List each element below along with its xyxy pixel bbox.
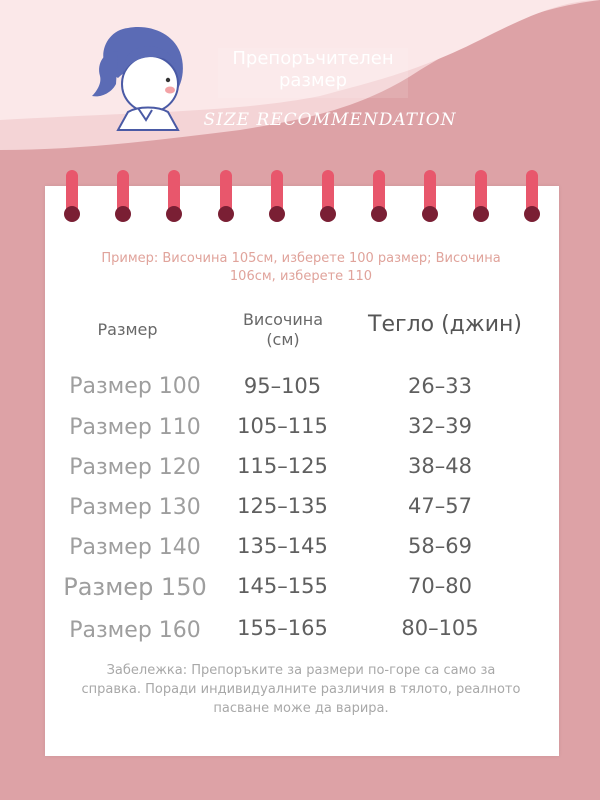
spiral-ring-icon — [371, 170, 387, 228]
table-row-size: Размер 150 — [63, 573, 207, 601]
table-row-size: Размер 160 — [69, 618, 201, 643]
table-row-weight: 38–48 — [408, 454, 472, 478]
header-size: Размер — [97, 320, 158, 339]
girl-illustration-icon — [88, 22, 198, 134]
spiral-ring-icon — [320, 170, 336, 228]
header-weight: Тегло (джин) — [368, 312, 522, 337]
table-row-height: 125–135 — [237, 494, 328, 518]
example-text: Пример: Височина 105см, изберете 100 размер; Височина 106см, изберете 110 — [101, 251, 501, 284]
spiral-ring-icon — [422, 170, 438, 228]
table-row-weight: 58–69 — [408, 534, 472, 558]
table-row-size: Размер 130 — [69, 495, 201, 520]
table-row-height: 135–145 — [237, 534, 328, 558]
table-row-weight: 70–80 — [408, 574, 472, 598]
table-row-height: 95–105 — [243, 374, 322, 398]
table-row-size: Размер 110 — [69, 415, 201, 440]
table-row-size: Размер 140 — [69, 535, 201, 560]
table-row-weight: 26–33 — [408, 374, 472, 398]
spiral-ring-icon — [269, 170, 285, 228]
spiral-ring-icon — [166, 170, 182, 228]
table-row-size: Размер 100 — [69, 374, 201, 399]
page-title: Препоръчителен размер — [218, 48, 408, 98]
disclaimer-note: Забележка: Препоръките за размери по-горе са само за справка. Поради индивидуалните различия в тялото, реалното пасване може да варира. — [81, 663, 521, 716]
table-row-height: 115–125 — [237, 454, 328, 478]
page-subtitle: SIZE RECOMMENDATION — [203, 110, 457, 130]
table-row-height: 155–165 — [237, 616, 328, 640]
spiral-ring-icon — [473, 170, 489, 228]
spiral-ring-icon — [115, 170, 131, 228]
table-row-weight: 80–105 — [401, 616, 479, 640]
table-row-height: 145–155 — [237, 574, 328, 598]
spiral-ring-icon — [218, 170, 234, 228]
spiral-ring-icon — [524, 170, 540, 228]
table-row-height: 105–115 — [237, 414, 328, 438]
header-height: Височина (см) — [242, 310, 324, 349]
table-row-weight: 32–39 — [408, 414, 472, 438]
spiral-ring-icon — [64, 170, 80, 228]
table-row-size: Размер 120 — [69, 455, 201, 480]
table-row-weight: 47–57 — [408, 494, 472, 518]
